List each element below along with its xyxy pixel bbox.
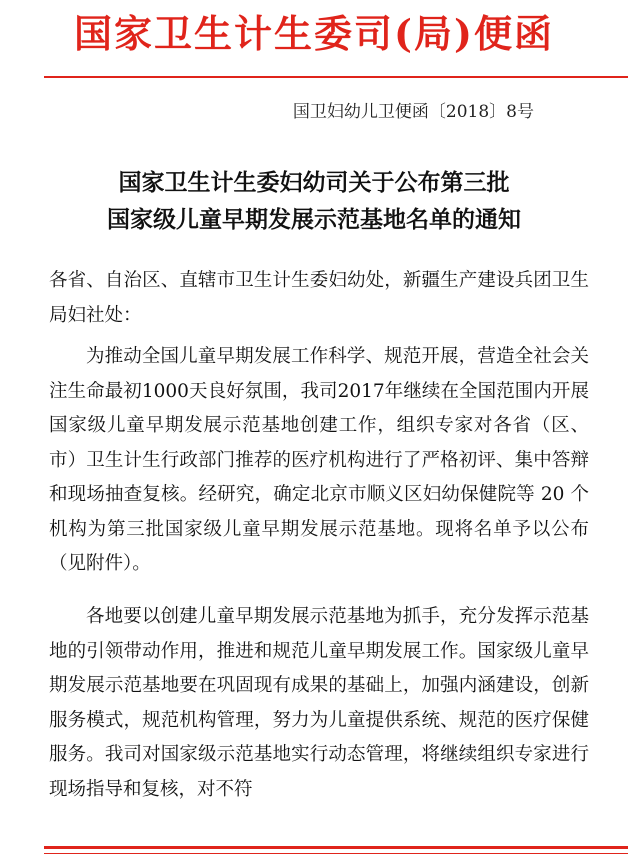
letterhead-title: 国家卫生计生委司(局)便函 bbox=[74, 11, 554, 56]
paragraph-1: 为推动全国儿童早期发展工作科学、规范开展，营造全社会关注生命最初1000天良好氛围，我司2017年继续在全国范围内开展国家级儿童早期发展示范基地创建工作，组织专家对各省（区、市）卫生计生行政部门推荐的医疗机构进行了严格初评、集中答辩和现场抽查复核。经研究，确定北京市顺义区妇幼保健院等 20 个机构为第三批国家级儿童早期发展示范基地。现将名单予以公布（见附件）。 bbox=[49, 346, 589, 574]
footer-divider-thin bbox=[44, 853, 628, 854]
document-title-line-2: 国家级儿童早期发展示范基地名单的通知 bbox=[107, 207, 521, 233]
document-number: 国卫妇幼儿卫便函〔2018〕8号 bbox=[292, 102, 534, 122]
letterhead-divider bbox=[44, 76, 628, 78]
footer-divider-thick bbox=[44, 846, 628, 849]
paragraph-2: 各地要以创建儿童早期发展示范基地为抓手，充分发挥示范基地的引领带动作用，推进和规范儿童早期发展工作。国家级儿童早期发展示范基地要在巩固现有成果的基础上，加强内涵建设，创新服务模式，规范机构管理，努力为儿童提供系统、规范的医疗保健服务。我司对国家级示范基地实行动态管理，将继续组织专家进行现场指导和复核，对不符 bbox=[49, 606, 589, 800]
salutation: 各省、自治区、直辖市卫生计生委妇幼处，新疆生产建设兵团卫生局妇社处： bbox=[49, 270, 589, 326]
document-title-line-1: 国家卫生计生委妇幼司关于公布第三批 bbox=[118, 170, 510, 196]
